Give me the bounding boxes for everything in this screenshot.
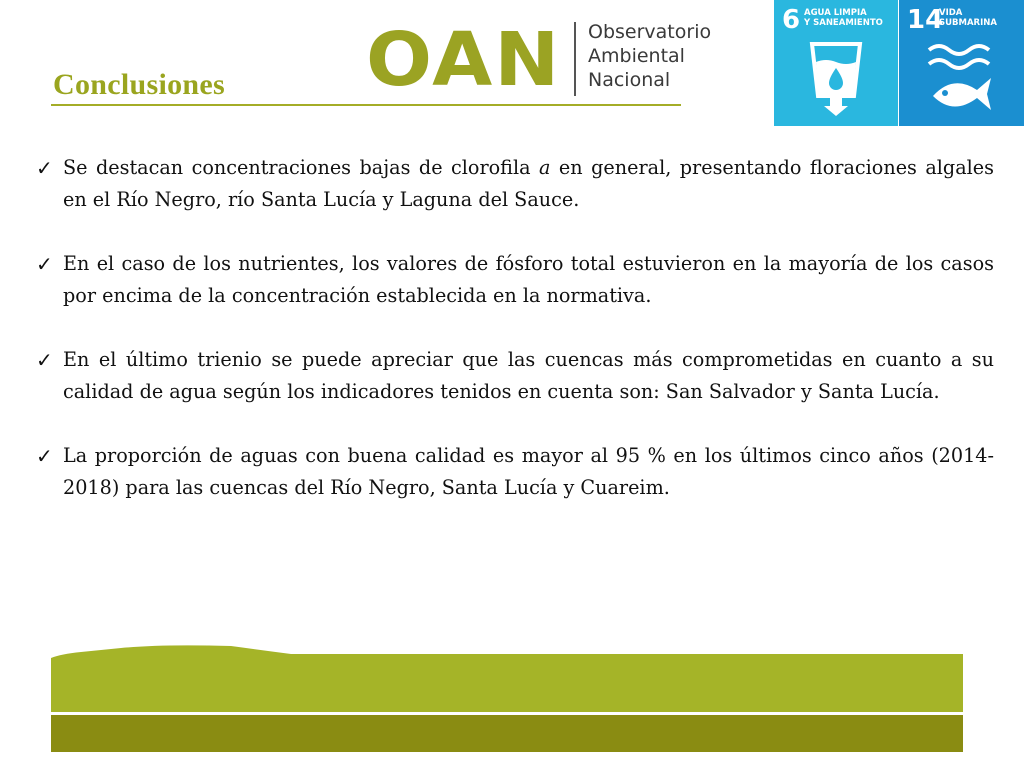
check-icon: ✓ (36, 252, 53, 276)
check-icon: ✓ (36, 444, 53, 468)
water-glass-icon (804, 38, 868, 118)
logo-text (588, 20, 711, 92)
item-emphasis-1: a (539, 156, 551, 179)
check-icon: ✓ (36, 348, 53, 372)
slide-title: Conclusiones (53, 68, 225, 101)
footer-band-light (51, 644, 963, 712)
list-item (36, 344, 994, 408)
check-icon: ✓ (36, 156, 53, 180)
logo-line-3: Nacional (588, 69, 671, 91)
logo-line-1: Observatorio (588, 21, 712, 43)
item-text-3: En el último trienio se puede apreciar que las cuencas más comprometidas en cuanto a su calidad de agua según los indicadores tenidos en cuenta son: San Salvador y Santa Lucía. (63, 348, 994, 403)
item-text-1b: en general, presentando floraciones algales en el Río Negro, río Santa Lucía y Laguna del Sauce. (63, 156, 994, 211)
sdg-14-number: 14 (907, 5, 944, 35)
sdg-6-tile (774, 0, 898, 126)
item-text-4: La proporción de aguas con buena calidad es mayor al 95 % en los últimos cinco años (2014-2018) para las cuencas del Río Negro, Santa Lucía y Cuareim. (63, 444, 994, 499)
logo-divider (574, 22, 576, 96)
list-item (36, 440, 994, 504)
list-item (36, 152, 994, 216)
title-underline (51, 104, 681, 106)
conclusions-list (36, 152, 994, 536)
item-text-1: Se destacan concentraciones bajas de clorofila (63, 156, 540, 179)
sdg-14-label: VIDA SUBMARINA (939, 8, 997, 28)
sdg-6-number: 6 (782, 5, 801, 35)
logo-mark: OAN (366, 17, 562, 103)
footer-band-dark (51, 715, 963, 752)
sdg-6-label: AGUA LIMPIA Y SANEAMIENTO (804, 8, 883, 28)
fish-icon (925, 38, 1001, 118)
item-text-2: En el caso de los nutrientes, los valores de fósforo total estuvieron en la mayoría de los casos por encima de la concentración establecida en la normativa. (63, 252, 994, 307)
sdg-14-tile (899, 0, 1024, 126)
logo-line-2: Ambiental (588, 45, 685, 67)
list-item (36, 248, 994, 312)
